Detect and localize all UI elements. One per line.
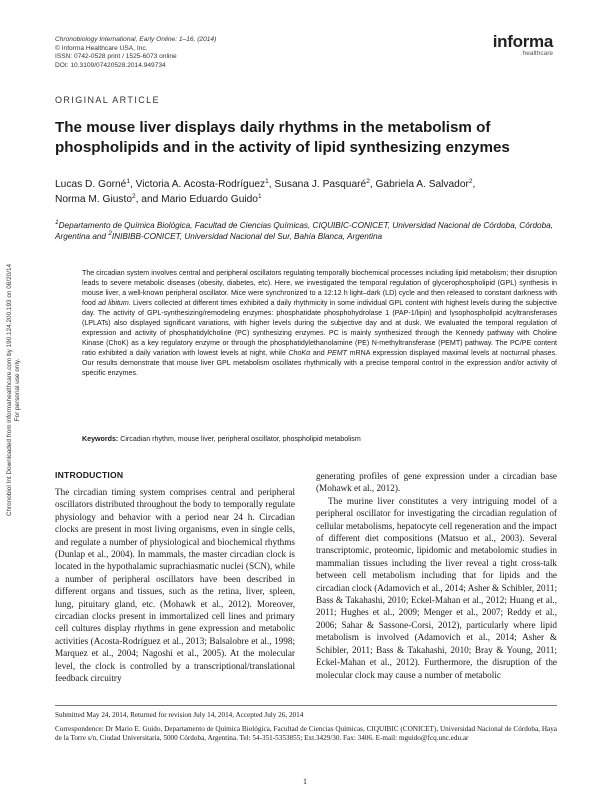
author-name: Lucas D. Gorné bbox=[55, 179, 127, 190]
body-paragraph: The circadian timing system comprises central and peripheral oscillators distributed throughout the body to temporally regulate physiology and behavior with a period near 24 h. Circadian clocks are present in most living organisms, even in single cells, and regulate a number of physiological and biochemical rhythms (Dunlap et al., 2004). In mammals, the master circadian clock is located in the hypothalamic suprachiasmatic nuclei (SCN), while a number of peripheral oscillators have been described in different organs and tissues, such as the retina, liver, spleen, lung, pituitary gland, etc. (Mohawk et al., 2012). Moreover, circadian clocks present in immortalized cell lines and primary cell cultures display rhythms in gene expression and metabolic activities (Acosta-Rodríguez et al., 2013; Balsalobre et al., 1998; Marquez et al., 2004; Nagoshi et al., 2005). At the molecular level, the clock is controlled by a transcriptional/translational feedback circuitry bbox=[55, 487, 295, 684]
publisher-logo bbox=[493, 33, 553, 58]
affil-text: INIBIBB-CONICET, Universidad Nacional del Sur, Bahía Blanca, Argentina bbox=[111, 232, 383, 241]
journal-meta bbox=[55, 36, 355, 70]
footnotes bbox=[55, 711, 557, 748]
watermark-line-1: Chronobiol Int Downloaded from informahealthcare.com by 190.124.200.193 on 08/20/14 bbox=[6, 263, 13, 517]
author-affil-marker: 1 bbox=[126, 178, 130, 185]
body-column-right bbox=[316, 470, 557, 681]
author-separator: , bbox=[472, 179, 476, 190]
abstract-italic: PEMT bbox=[327, 349, 347, 358]
keywords-text: Circadian rhythm, mouse liver, peripheral oscillator, phospholipid metabolism bbox=[118, 435, 361, 443]
issn-line: ISSN: 0742-0528 print / 1525-6073 online bbox=[55, 53, 177, 61]
affil-marker: 1 bbox=[55, 219, 59, 226]
publisher-name: informa bbox=[492, 32, 553, 51]
submission-dates: Submitted May 24, 2014, Returned for revision July 14, 2014, Accepted July 26, 2014 bbox=[55, 711, 304, 719]
abstract-text: and bbox=[310, 349, 328, 358]
watermark-line-2: For personal use only. bbox=[14, 358, 21, 422]
affil-marker: 2 bbox=[108, 230, 112, 237]
page-number: 1 bbox=[303, 777, 307, 786]
author-name: , and Mario Eduardo Guido bbox=[135, 194, 258, 205]
download-watermark bbox=[6, 170, 32, 610]
article-title: The mouse liver displays daily rhythms in the metabolism of phospholipids and in the activity of lipid synthesizing enzymes bbox=[55, 119, 510, 156]
keywords bbox=[82, 434, 557, 444]
body-paragraph: The murine liver constitutes a very intriguing model of a peripheral oscillator for investigating the circadian regulation of cellular metabolisms, hepatocyte cell regeneration and the impact of different diet compositions (Matsuo et al., 2003). Several transcriptomic, proteomic, lipidomic and metabolomic studies in mammalian tissues including the liver reveal a tight cross-talk between cell metabolism including that for lipids and the circadian clock (Adamovich et al., 2014; Asher & Schibler, 2011; Bass & Takahashi, 2010; Eckel-Mahan et al., 2012; Huang et al., 2011; Hughes et al., 2009; Menger et al., 2007; Reddy et al., 2006; Sahar & Sassone-Corsi, 2012), particularly where lipid metabolism is involved (Adamovich et al., 2014; Asher & Schibler, 2011; Bass & Takahashi, 2010; Bray & Young, 2011; Eckel-Mahan et al., 2012). Furthermore, the disruption of the molecular clock may cause a number of metabolic bbox=[316, 495, 557, 680]
author-affil-marker: 2 bbox=[366, 178, 370, 185]
author-affil-marker: 2 bbox=[132, 193, 136, 200]
author-affil-marker: 1 bbox=[265, 178, 269, 185]
abstract-text: mRNA expression displayed maximal levels at nocturnal phases. Our results demonstrate that mouse liver GPL metabolism oscillates rhythmically with a precise temporal control in the expression and/or activity of specific enzymes. bbox=[82, 349, 558, 378]
correspondence: Correspondence: Dr Mario E. Guido, Departamento de Química Biológica, Facultad de Ciencias Químicas, CIQUIBIC (CONICET), Universidad Nacional de Córdoba, Haya de la Torre s/n, Ciudad Universitaria, 5000 Córdoba, Argentina. Tel: 54-351-5353855; Ext.3429/30. Fax: 3406. E-mail: mguido@fcq.unc.edu.ar bbox=[55, 724, 557, 743]
author-name: , Gabriela A. Salvador bbox=[369, 179, 469, 190]
article-type: ORIGINAL ARTICLE bbox=[55, 95, 160, 105]
body-column-left bbox=[55, 486, 295, 685]
author-name: , Susana J. Pasquaré bbox=[268, 179, 367, 190]
journal-name-line: Chronobiology International, Early Online: 1–16, (2014) bbox=[55, 36, 217, 43]
footnote-divider bbox=[55, 705, 557, 706]
author-name: , Victoria A. Acosta-Rodríguez bbox=[129, 179, 266, 190]
author-name: Norma M. Giusto bbox=[55, 194, 132, 205]
author-affil-marker: 1 bbox=[257, 193, 262, 200]
abstract-italic: ad libitum bbox=[98, 299, 129, 308]
section-heading: INTRODUCTION bbox=[55, 470, 124, 480]
abstract-text: . Livers collected at different times exhibited a daily rhythmicity in some individual GPL content with highest levels during the subjective day. The activity of GPL-synthesizing/remodeling enzymes: phosphatidate phosphohydrolase 1 (PAP-1/lipin) and lysophospholipid acyltransferases (LPLATs) also displayed significant variations, with higher levels during the subjective day and at dusk. We evaluated the temporal regulation of expression and activity of phosphatidylcholine (PC) synthesizing enzymes. PC is mainly synthesized through the Kennedy pathway with Choline Kinase (ChoK) as a key regulatory enzyme or through the phosphatidylethanolamine (PE) N-methyltransferase (PEMT) pathway. The PC/PE content ratio exhibited a daily variation with lowest levels at night, while bbox=[82, 299, 557, 358]
author-list bbox=[55, 177, 565, 207]
author-affil-marker: 2 bbox=[468, 178, 473, 185]
body-paragraph: generating profiles of gene expression under a circadian base (Mohawk et al., 2012). bbox=[316, 471, 557, 494]
affiliations bbox=[55, 220, 565, 242]
abstract-italic: ChoKα bbox=[288, 349, 311, 358]
affil-text: Departamento de Química Biológica, Facultad de Ciencias Químicas, CIQUIBIC-CONICET, Universidad Nacional de Córdoba, Córdoba, Argentina and bbox=[55, 221, 553, 241]
keywords-label: Keywords: bbox=[82, 435, 119, 443]
doi-line: DOI: 10.3109/07420528.2014.949734 bbox=[55, 61, 166, 69]
copyright-line: © Informa Healthcare USA, Inc. bbox=[55, 44, 148, 52]
publisher-subtitle: healthcare bbox=[522, 50, 553, 57]
abstract bbox=[82, 268, 557, 379]
abstract-text: The circadian system involves central and peripheral oscillators regulating temporally biochemical processes including lipid metabolism; their disruption leads to severe metabolic diseases (obesity, diabetes, etc). Here, we investigated the temporal regulation of glycerophospholipid (GPL) synthesis in mouse liver, a well-known peripheral oscillator. Mice were synchronized to a 12:12 h light–dark (LD) cycle and then released to constant darkness with food bbox=[82, 269, 557, 308]
